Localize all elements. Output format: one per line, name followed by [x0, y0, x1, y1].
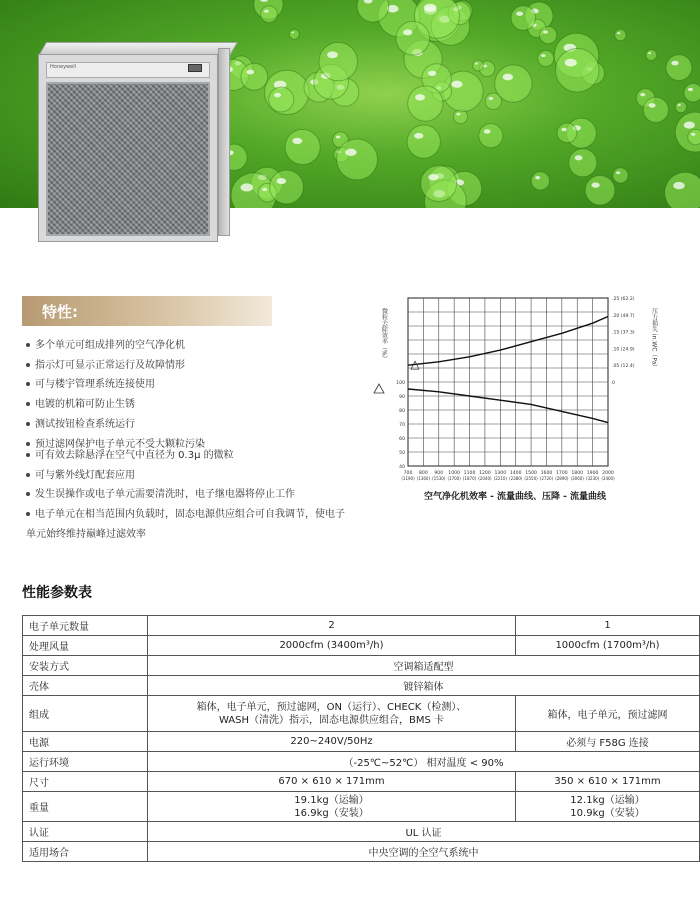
table-row: [23, 842, 700, 862]
water-drop: [408, 86, 443, 121]
cell-value: 中央空调的全空气系统中: [148, 842, 700, 862]
y-right-tick-label: .10 (24.9): [612, 347, 635, 353]
y-left-tick-label: 90: [399, 395, 405, 400]
row-label: 尺寸: [23, 772, 148, 792]
feature-item: 可与楼宇管理系统连接使用: [26, 375, 386, 395]
water-drop: [289, 29, 299, 39]
water-drop: [407, 125, 440, 158]
row-label: 运行环境: [23, 752, 148, 772]
row-label: 组成: [23, 696, 148, 732]
row-label: 电源: [23, 732, 148, 752]
x-tick-sublabel: (1700): [447, 476, 461, 481]
cell-value: 350 × 610 × 171mm: [516, 772, 700, 792]
water-drop: [675, 101, 686, 112]
x-tick-label: 900: [434, 471, 444, 476]
row-label: 认证: [23, 822, 148, 842]
water-drop: [337, 139, 378, 180]
table-row: [23, 772, 700, 792]
water-drop: [665, 172, 700, 208]
cell-value: [148, 792, 516, 822]
x-tick-sublabel: (2890): [555, 476, 569, 481]
features-list-2: [26, 446, 386, 545]
table-row: [23, 676, 700, 696]
table-row: [23, 696, 700, 732]
water-drop: [540, 26, 557, 43]
x-tick-label: 700: [403, 471, 413, 476]
cell-value: 必须与 F58G 连接: [516, 732, 700, 752]
feature-item: 发生误操作或电子单元需要清洗时，电子继电器将停止工作: [26, 485, 386, 505]
water-drop: [569, 149, 597, 177]
pressure-drop-curve: [408, 317, 608, 366]
y-left-tick-label: 50: [399, 451, 405, 456]
x-tick-label: 2000: [602, 471, 614, 476]
cell-value: 2000cfm (3400m³/h): [148, 636, 516, 656]
feature-item: 可有效去除悬浮在空气中直径为 0.3μ 的微粒: [26, 446, 386, 466]
y-left-tick-label: 40: [399, 465, 405, 470]
y-left-tick-label: 100: [396, 381, 405, 386]
bullet-icon: [26, 492, 30, 496]
water-drop: [556, 49, 599, 92]
water-drop: [666, 55, 692, 81]
feature-item: 指示灯可显示正常运行及故障情形: [26, 356, 386, 376]
water-drop: [585, 175, 615, 205]
water-drop: [319, 42, 357, 80]
efficiency-pressure-chart: [370, 286, 682, 508]
x-tick-sublabel: (2380): [509, 476, 523, 481]
cell-line: 12.1kg（运输）: [570, 794, 645, 806]
cell-value: [516, 792, 700, 822]
water-drop: [269, 87, 294, 112]
features-title: 特性:: [42, 303, 78, 321]
cell-value: 镀锌箱体: [148, 676, 700, 696]
chart-svg: [370, 286, 682, 486]
water-drop: [479, 124, 503, 148]
x-tick-label: 1200: [479, 471, 491, 476]
x-tick-label: 1600: [540, 471, 553, 476]
unit-side-panel: [218, 48, 230, 236]
bullet-icon: [26, 382, 30, 386]
water-drop: [531, 172, 549, 190]
water-drop: [538, 50, 554, 66]
bullet-icon: [26, 343, 30, 347]
x-tick-label: 1500: [525, 471, 537, 476]
water-drop: [270, 170, 304, 204]
x-tick-label: 800: [418, 471, 428, 476]
bullet-icon: [26, 363, 30, 367]
water-drop: [511, 6, 536, 31]
x-tick-sublabel: (2210): [493, 476, 507, 481]
bullet-icon: [26, 512, 30, 516]
cell-value: [148, 696, 516, 732]
y-right-tick-label: .25 (62.2): [612, 297, 635, 302]
warning-triangle-icon: [374, 384, 384, 393]
bullet-icon: [26, 442, 30, 446]
y-left-tick-label: 60: [399, 437, 405, 442]
x-tick-sublabel: (1530): [432, 476, 446, 481]
unit-indicator-panel: [188, 64, 202, 72]
feature-item: 预过滤网保护电子单元不受大颗粒污染: [26, 435, 386, 455]
x-tick-label: 1900: [586, 471, 599, 476]
x-tick-label: 1700: [555, 471, 568, 476]
x-tick-label: 1300: [494, 471, 507, 476]
x-tick-sublabel: (2550): [524, 476, 538, 481]
feature-item: 电子单元在相当范围内负载时，固态电源供应组合可自我调节，使电子: [26, 505, 386, 525]
row-label: 处理风量: [23, 636, 148, 656]
x-tick-sublabel: (3230): [585, 476, 600, 481]
y-right-tick-label: .15 (37.3): [612, 330, 635, 336]
cell-line: 10.9kg（安装）: [570, 807, 645, 819]
x-tick-sublabel: (1190): [401, 476, 415, 481]
table-row: [23, 616, 700, 636]
bullet-icon: [26, 422, 30, 426]
feature-item-continuation: 单元始终维持巅峰过滤效率: [26, 528, 146, 540]
efficiency-curve: [408, 389, 608, 423]
cell-value: （-25℃~52℃） 相对温度 < 90%: [148, 752, 700, 772]
table-row: [23, 792, 700, 822]
row-label: 电子单元数量: [23, 616, 148, 636]
cell-value: UL 认证: [148, 822, 700, 842]
table-row: [23, 752, 700, 772]
product-image-air-cleaner: [38, 42, 230, 242]
row-label: 壳体: [23, 676, 148, 696]
x-tick-sublabel: (3400): [601, 476, 615, 481]
water-drop: [285, 130, 320, 165]
bullet-icon: [26, 453, 30, 457]
feature-item: 多个单元可组成排列的空气净化机: [26, 336, 386, 356]
x-tick-label: 1100: [463, 471, 476, 476]
water-drop: [421, 166, 457, 202]
water-drop: [688, 129, 700, 145]
x-tick-sublabel: (2720): [539, 476, 554, 481]
x-tick-sublabel: (3060): [570, 476, 584, 481]
y-left-axis-label: 微粒去除效率（%）: [380, 308, 388, 362]
x-tick-sublabel: (1360): [416, 476, 431, 481]
table-row: [23, 636, 700, 656]
cell-value: 1: [516, 616, 700, 636]
x-tick-sublabel: (2040): [478, 476, 492, 481]
bullet-icon: [26, 473, 30, 477]
feature-item: 测试按钮检查系统运行: [26, 415, 386, 435]
water-drop: [646, 50, 657, 61]
row-label: 安装方式: [23, 656, 148, 676]
unit-filter-mesh: [46, 82, 210, 236]
y-left-tick-label: 80: [399, 409, 405, 414]
table-row: [23, 656, 700, 676]
water-drop: [613, 168, 628, 183]
water-drop: [261, 6, 278, 23]
feature-item: 可与紫外线灯配套应用: [26, 466, 386, 486]
features-header: [22, 296, 272, 326]
y-left-tick-label: 70: [399, 423, 405, 428]
x-tick-label: 1400: [509, 471, 522, 476]
cell-value: 2: [148, 616, 516, 636]
bullet-icon: [26, 402, 30, 406]
cell-line: WASH（清洗）指示，固态电源供应组合，BMS 卡: [218, 714, 445, 726]
water-drop: [495, 65, 532, 102]
water-drop: [557, 123, 577, 143]
y-right-axis-label: 压力损失 in.WC（Pa）: [650, 308, 658, 371]
cell-value: 箱体，电子单元，预过滤网: [516, 696, 700, 732]
water-drop: [643, 97, 668, 122]
x-tick-label: 1800: [571, 471, 584, 476]
unit-brand-label: Honeywell: [50, 64, 76, 70]
cell-value: 1000cfm (1700m³/h): [516, 636, 700, 656]
cell-line: 19.1kg（运输）: [294, 794, 369, 806]
x-tick-label: 1000: [448, 471, 461, 476]
water-drop: [615, 29, 626, 40]
table-row: [23, 732, 700, 752]
water-drop: [684, 84, 700, 102]
cell-line: 箱体，电子单元，预过滤网，ON（运行）、CHECK（检测）、: [196, 701, 467, 713]
spec-table: [22, 615, 700, 862]
y-right-tick-label: 0: [612, 381, 615, 386]
chart-title: 空气净化机效率 - 流量曲线、压降 - 流量曲线: [423, 492, 606, 502]
row-label: 适用场合: [23, 842, 148, 862]
cell-value: 670 × 610 × 171mm: [148, 772, 516, 792]
features-list-1: [26, 336, 386, 454]
x-tick-sublabel: (1870): [462, 476, 477, 481]
y-right-tick-label: .20 (49.7): [612, 313, 635, 319]
y-right-tick-label: .05 (12.4): [612, 364, 635, 370]
water-drop: [473, 60, 484, 71]
water-drop: [241, 63, 268, 90]
water-drop: [396, 21, 430, 55]
row-label: 重量: [23, 792, 148, 822]
feature-item: 电镀的机箱可防止生锈: [26, 395, 386, 415]
spec-table-title: 性能参数表: [22, 585, 92, 601]
cell-value: 220~240V/50Hz: [148, 732, 516, 752]
table-row: [23, 822, 700, 842]
cell-line: 16.9kg（安装）: [294, 807, 369, 819]
cell-value: 空调箱适配型: [148, 656, 700, 676]
